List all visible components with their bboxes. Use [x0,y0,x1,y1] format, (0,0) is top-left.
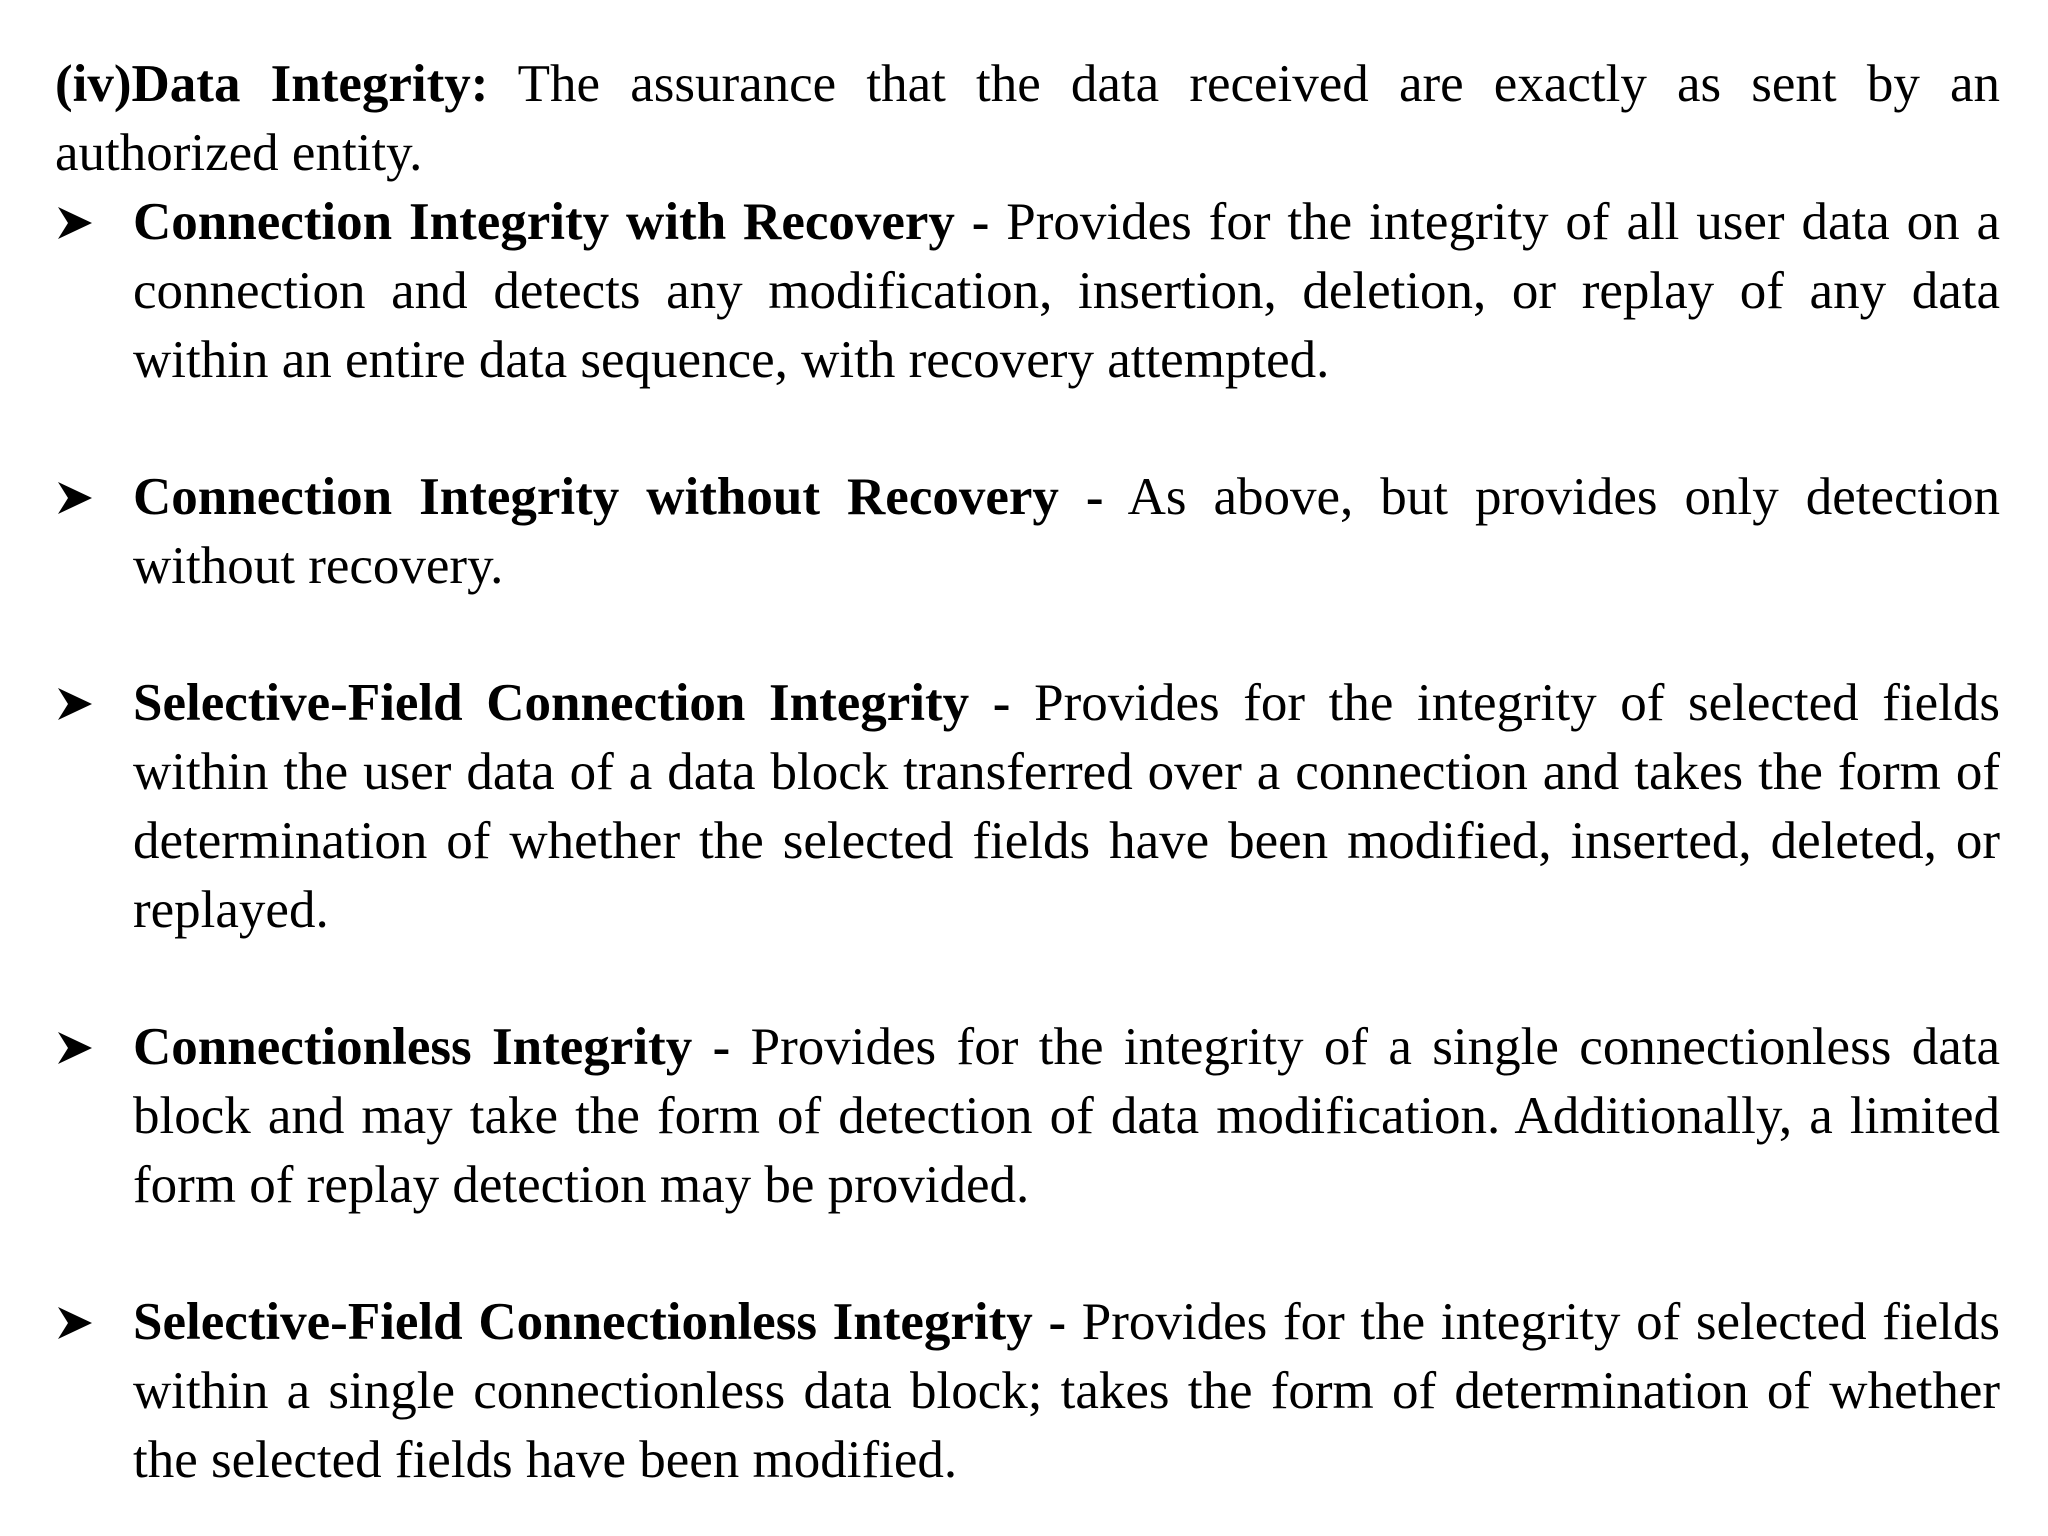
list-item-text: Provides for the integrity of selected fields within the user data of a data block transferred over a connection and takes the form of determination of whether the selected fields have been modified, inserted, deleted, or replayed. [133,674,2001,939]
list-item [55,188,2000,395]
arrow-bullet-icon [55,1303,95,1343]
integrity-list [55,188,2000,1495]
list-item-text: Provides for the integrity of selected fields within a single connectionless data block; takes the form of determination of whether the selected fields have been modified. [133,1293,2000,1489]
list-item-text: As above, but provides only detection without recovery. [133,468,2000,595]
document-page [55,50,2000,1495]
arrow-bullet-icon [55,478,95,518]
list-item [55,1013,2000,1220]
list-item-term: Selective-Field Connectionless Integrity - [133,1293,1067,1351]
intro-text: The assurance that the data received are exactly as sent by an authorized entity. [55,55,2000,182]
list-item-term: Selective-Field Connection Integrity - [133,674,1011,732]
list-item [55,669,2000,945]
list-item-term: Connection Integrity with Recovery - [133,193,990,251]
list-item-term: Connectionless Integrity - [133,1018,731,1076]
list-item-text: Provides for the integrity of all user data on a connection and detects any modification, insertion, deletion, or replay of any data within an entire data sequence, with recovery attempted. [133,193,2000,389]
intro-term: (iv)Data Integrity: [55,55,489,113]
arrow-bullet-icon [55,684,95,724]
list-item-text: Provides for the integrity of a single connectionless data block and may take the form of detection of data modification. Additionally, a limited form of replay detection may be provided. [133,1018,2000,1214]
list-item [55,1288,2000,1495]
list-item [55,463,2000,601]
arrow-bullet-icon [55,203,95,243]
arrow-bullet-icon [55,1028,95,1068]
intro-paragraph [55,50,2000,188]
list-item-term: Connection Integrity without Recovery - [133,468,1104,526]
